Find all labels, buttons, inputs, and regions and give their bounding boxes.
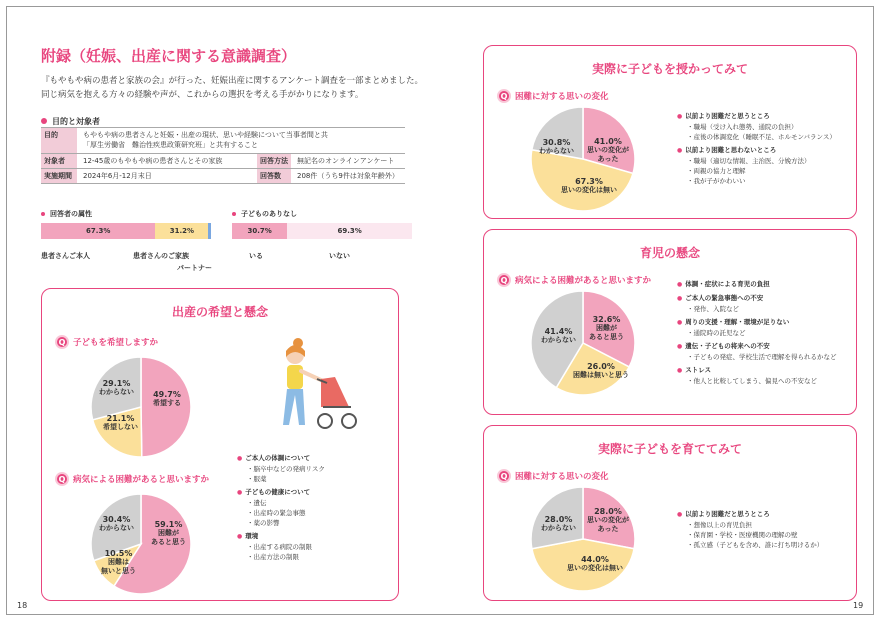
pie-text: 思いの変化は無い — [561, 186, 617, 194]
children-bar-no: 69.3% — [287, 223, 412, 239]
intro-line-2: 同じ病気を抱える方々の経験や声が、これからの選択を考える手がかりになります。 — [41, 90, 364, 100]
pie-text: 希望しない — [103, 423, 138, 431]
panel-title: 実際に子どもを授かってみて — [591, 62, 748, 76]
bullet-icon — [232, 212, 236, 216]
info-label: 目的 — [41, 128, 77, 153]
section-label-text: 目的と対象者 — [52, 117, 100, 126]
pie-pct: 44.0% — [581, 555, 609, 564]
pie-text: 困難は 無いと思う — [101, 558, 136, 575]
pie-pct: 32.6% — [592, 315, 621, 324]
pie-text: 思いの変化は無い — [567, 564, 623, 572]
pie-label — [99, 379, 134, 397]
info-value: 12-45歳のもやもや病の患者さんとその家族 — [83, 157, 223, 165]
q-icon: Q — [497, 89, 511, 103]
pie-label — [587, 137, 629, 164]
list-heading: ● ご本人の緊急事態への不安 — [677, 293, 837, 304]
info-label: 回答数 — [257, 169, 291, 183]
question-4 — [497, 273, 651, 287]
list-item: ・発作、入院など — [687, 305, 739, 313]
pie-pct: 41.4% — [544, 327, 573, 336]
list-item: ・子どもの発症、学校生活で理解を得られるかなど — [687, 353, 837, 361]
list-item: ・出産時の緊急事態 — [247, 509, 306, 517]
pie-text: わからない — [99, 524, 134, 532]
pie-pct: 67.3% — [575, 177, 603, 186]
list-item: ・保育園・学校・医療機関の理解の壁 — [687, 531, 798, 539]
pie-text: 思いの変化が あった — [587, 516, 629, 533]
pie-label — [561, 177, 617, 195]
attr-label-family: 患者さんのご家族 — [133, 252, 189, 260]
list-heading: ● 体調・症状による育児の負担 — [677, 279, 837, 290]
pie-text: 困難が あると思う — [151, 529, 186, 546]
page-number-left: 18 — [17, 601, 28, 610]
pie-label — [151, 520, 186, 547]
pie-text: 希望する — [153, 399, 181, 407]
question-text: 困難に対する思いの変化 — [515, 92, 609, 102]
children-label — [232, 209, 297, 219]
pie-label — [541, 515, 576, 533]
list-item: ・出産する病院の制限 — [247, 543, 312, 551]
pie-label — [103, 414, 138, 432]
info-label: 実施期間 — [41, 169, 77, 183]
pie-text: 困難は無いと思う — [573, 371, 629, 379]
section-label-purpose — [41, 116, 100, 127]
pie-label — [587, 507, 629, 534]
pie-label — [589, 315, 624, 342]
info-row-period — [41, 169, 405, 184]
pie-pct: 29.1% — [102, 379, 131, 388]
list-item: ・薬の影響 — [247, 519, 280, 527]
purpose-line-2: 「厚生労働省 難治性疾患政策研究班」と共有すること — [83, 141, 258, 149]
attr-label-partner: パートナー — [177, 264, 212, 272]
children-bar-yes: 30.7% — [232, 223, 287, 239]
q-icon: Q — [55, 335, 69, 349]
purpose-line-1: もやもや病の患者さんと妊娠・出産の現状、思いや経験について当事者間と共 — [83, 131, 328, 139]
list-item: ・我が子がかわいい — [687, 177, 746, 185]
concern-list-1 — [237, 453, 325, 565]
attr-label-patient: 患者さんご本人 — [41, 252, 90, 260]
pie-label — [573, 362, 629, 380]
attr-bar-family: 31.2% — [155, 223, 208, 239]
panel-title: 育児の懸念 — [639, 246, 700, 260]
pie-label — [539, 138, 574, 156]
change-list-2 — [677, 111, 836, 189]
q-icon: Q — [497, 273, 511, 287]
pie-pct: 59.1% — [154, 520, 183, 529]
list-item: ・両親の協力と理解 — [687, 167, 746, 175]
pie-pct: 41.0% — [594, 137, 622, 146]
question-2 — [55, 472, 209, 486]
info-value: 2024年6月-12月末日 — [83, 172, 152, 180]
list-item: ・職場（適切な情報、主治医、分娩方法） — [687, 157, 811, 165]
list-heading: ● 遺伝・子どもの将来への不安 — [677, 341, 837, 352]
panel-title: 実際に子どもを育ててみて — [597, 442, 742, 456]
list-item: ・孤立感（子どもを含め、誰に打ち明けるか） — [687, 541, 824, 549]
question-text: 子どもを希望しますか — [73, 338, 159, 348]
attr-label — [41, 209, 92, 219]
concern-list-3 — [677, 279, 837, 389]
list-heading: ● 以前より困難と思わないところ — [677, 145, 836, 156]
list-item: ・服薬 — [247, 475, 267, 483]
pie-text: わからない — [99, 388, 134, 396]
pie-text: わからない — [539, 147, 574, 155]
attr-bar-partner — [208, 223, 211, 239]
list-heading: ● 子どもの健康について — [237, 487, 325, 498]
question-3 — [497, 89, 609, 103]
mother-stroller-illustration — [265, 337, 365, 437]
attr-bar-patient: 67.3% — [41, 223, 155, 239]
pie-label — [99, 515, 134, 533]
pie-text: 困難が あると思う — [589, 324, 624, 341]
question-1 — [55, 335, 158, 349]
q-icon: Q — [497, 469, 511, 483]
list-heading: ● 以前より困難だと思うところ — [677, 509, 823, 520]
info-value: 208件（うち9件は対象年齢外） — [297, 172, 399, 180]
list-heading: ● ストレス — [677, 365, 837, 376]
list-item: ・通院時の託児など — [687, 329, 746, 337]
pie-label — [101, 549, 136, 576]
pie-pct: 30.4% — [102, 515, 131, 524]
list-heading: ● 周りの支援・理解・環境が足りない — [677, 317, 837, 328]
pie-pct: 28.0% — [544, 515, 573, 524]
page-number-right: 19 — [853, 601, 864, 610]
intro-line-1: 『もやもや病の患者と家族の会』が行った、妊娠出産に関するアンケート調査を一部まとめました。 — [41, 76, 423, 86]
pie-pct: 28.0% — [594, 507, 622, 516]
pie-label — [567, 555, 623, 573]
page-title: 附録（妊娠、出産に関する意識調査） — [41, 47, 297, 65]
survey-info-table — [41, 127, 405, 184]
pie-text: 思いの変化が あった — [587, 146, 629, 163]
list-heading: ● ご本人の体調について — [237, 453, 325, 464]
question-text: 病気による困難があると思いますか — [73, 475, 210, 485]
pie-pct: 26.0% — [587, 362, 615, 371]
list-item: ・職場（受け入れ態勢、通院の負担） — [687, 123, 798, 131]
pie-label — [541, 327, 576, 345]
pie-raising-change — [531, 487, 635, 591]
pie-pct: 30.8% — [542, 138, 571, 147]
info-row-purpose — [41, 128, 405, 154]
bullet-icon — [41, 212, 45, 216]
list-item: ・他人と比較してしまう、偏見への不安など — [687, 377, 817, 385]
info-label: 回答方法 — [257, 154, 291, 168]
children-label-text: 子どものありなし — [241, 210, 297, 218]
pie-pct: 10.5% — [104, 549, 133, 558]
pie-text: わからない — [541, 336, 576, 344]
children-label-no: いない — [329, 252, 350, 260]
attr-bar — [41, 223, 211, 239]
list-heading: ● 環境 — [237, 531, 325, 542]
list-heading: ● 以前より困難だと思うところ — [677, 111, 836, 122]
info-row-target — [41, 154, 405, 169]
question-5 — [497, 469, 609, 483]
info-value: 無記名のオンラインアンケート — [297, 157, 395, 165]
info-value — [77, 128, 405, 153]
question-text: 病気による困難があると思いますか — [515, 276, 652, 286]
pie-pct: 21.1% — [106, 414, 135, 423]
children-label-yes: いる — [249, 252, 263, 260]
list-item: ・産後の体調変化（睡眠不足、ホルモンバランス） — [687, 133, 836, 141]
list-item: ・脳卒中などの発病リスク — [247, 465, 325, 473]
pie-text: わからない — [541, 524, 576, 532]
list-item: ・遺伝 — [247, 499, 267, 507]
q-icon: Q — [55, 472, 69, 486]
attr-label-text: 回答者の属性 — [50, 210, 92, 218]
question-text: 困難に対する思いの変化 — [515, 472, 609, 482]
bullet-icon — [41, 118, 47, 124]
pie-label — [153, 390, 181, 408]
list-item: ・出産方法の制限 — [247, 553, 299, 561]
list-item: ・想像以上の育児負担 — [687, 521, 752, 529]
children-bar — [232, 223, 412, 239]
info-label: 対象者 — [41, 154, 77, 168]
change-list-4 — [677, 509, 823, 553]
pie-pct: 49.7% — [153, 390, 181, 399]
panel-title: 出産の希望と懸念 — [171, 305, 268, 319]
page-spread — [6, 6, 874, 615]
